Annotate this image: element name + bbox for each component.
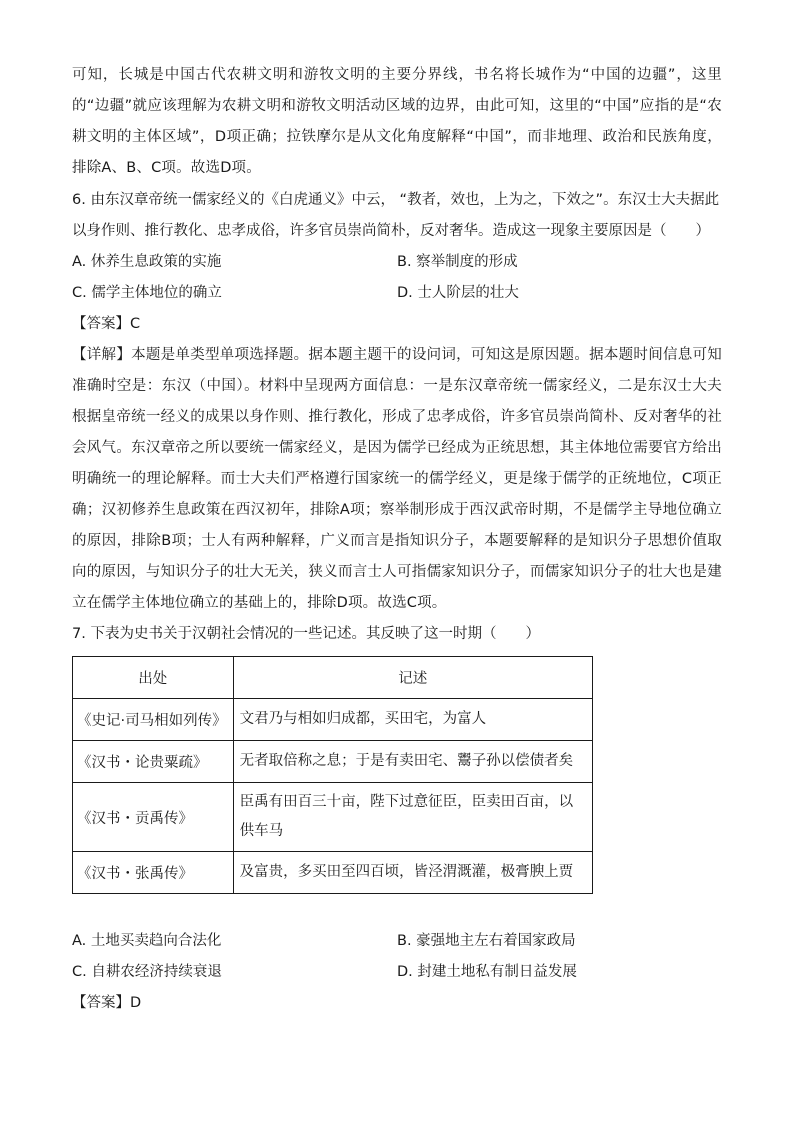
answer-label: 【答案】 <box>72 316 130 332</box>
table-cell-record: 文君乃与相如归成都，买田宅，为富人 <box>233 699 592 741</box>
option-a: A. 休养生息政策的实施 <box>72 254 222 270</box>
table-cell-record: 无者取倍称之息；于是有卖田宅、鬻子孙以偿债者矣 <box>233 741 592 783</box>
table-cell-source: 《汉书・贡禹传》 <box>73 783 234 852</box>
table-row <box>73 699 593 741</box>
question-6-answer <box>72 309 722 340</box>
answer-label: 【答案】 <box>72 995 130 1011</box>
table-row <box>73 852 593 894</box>
option-b: B. 豪强地主左右着国家政局 <box>397 933 576 949</box>
table-header-row <box>73 657 593 699</box>
question-6-detail <box>72 340 722 619</box>
question-6 <box>72 185 722 619</box>
option-a: A. 土地买卖趋向合法化 <box>72 933 222 949</box>
table-header-record: 记述 <box>233 657 592 699</box>
option-d: D. 封建土地私有制日益发展 <box>397 964 577 980</box>
intro-paragraph: 可知，长城是中国古代农耕文明和游牧文明的主要分界线，书名将长城作为“中国的边疆”，这里的“边疆”就应该理解为农耕文明和游牧文明活动区域的边界，由此可知，这里的“中国”应指的是“农耕文明的主体区域”，D项正确；拉铁摩尔是从文化角度解释“中国”，而非地理、政治和民族角度，排除A、B、C项。故选D项。 <box>72 67 722 176</box>
source-table <box>72 656 593 894</box>
question-7-answer <box>72 988 722 1019</box>
table-cell-record: 臣禹有田百三十亩，陛下过意征臣，臣卖田百亩，以供车马 <box>233 783 592 852</box>
table-header-source: 出处 <box>73 657 234 699</box>
option-c: C. 儒学主体地位的确立 <box>72 285 222 301</box>
table-row <box>73 741 593 783</box>
table-cell-source: 《汉书・论贵粟疏》 <box>73 741 234 783</box>
option-b: B. 察举制度的形成 <box>397 254 518 270</box>
answer-value: D <box>130 995 142 1011</box>
table-cell-source: 《汉书・张禹传》 <box>73 852 234 894</box>
question-6-stem: 6. 由东汉章帝统一儒家经义的《白虎通义》中云， “教者，效也，上为之，下效之”。东汉士大夫据此以身作则、推行教化、忠孝成俗，许多官员崇尚简朴，反对奢华。造成这一现象主要原因是（ ） <box>72 192 720 239</box>
detail-text: 本题是单类型单项选择题。据本题主题干的设问词，可知这是原因题。据本题时间信息可知准确时空是：东汉（中国）。材料中呈现两方面信息：一是东汉章帝统一儒家经义，二是东汉士大夫根据皇帝统一经义的成果以身作则、推行教化，形成了忠孝成俗，许多官员崇尚简朴、反对奢华的社会风气。东汉章帝之所以要统一儒家经义，是因为儒学已经成为正统思想，其主体地位需要官方给出明确统一的理论解释。而士大夫们严格遵行国家统一的儒学经义，更是缘于儒学的正统地位，C项正确；汉初修养生息政策在西汉初年，排除A项；察举制形成于西汉武帝时期，不是儒学主导地位确立的原因，排除B项；士人有两种解释，广义而言是指知识分子，本题要解释的是知识分子思想价值取向的原因，与知识分子的壮大无关，狭义而言士人可指儒家知识分子，而儒家知识分子的壮大也是建立在儒学主体地位确立的基础上的，排除D项。故选C项。 <box>72 347 722 611</box>
question-7-options <box>72 926 722 988</box>
document-page <box>72 60 722 1019</box>
detail-label: 【详解】 <box>72 347 132 363</box>
question-7 <box>72 619 722 1019</box>
question-7-stem: 7. 下表为史书关于汉朝社会情况的一些记述。其反映了这一时期（ ） <box>72 626 540 642</box>
question-6-options <box>72 247 722 309</box>
answer-value: C <box>130 316 141 332</box>
option-c: C. 自耕农经济持续衰退 <box>72 964 222 980</box>
table-cell-source: 《史记·司马相如列传》 <box>73 699 234 741</box>
option-d: D. 士人阶层的壮大 <box>397 285 519 301</box>
table-row <box>73 783 593 852</box>
table-cell-record: 及富贵，多买田至四百顷，皆泾渭溉灌，极膏腴上贾 <box>233 852 592 894</box>
